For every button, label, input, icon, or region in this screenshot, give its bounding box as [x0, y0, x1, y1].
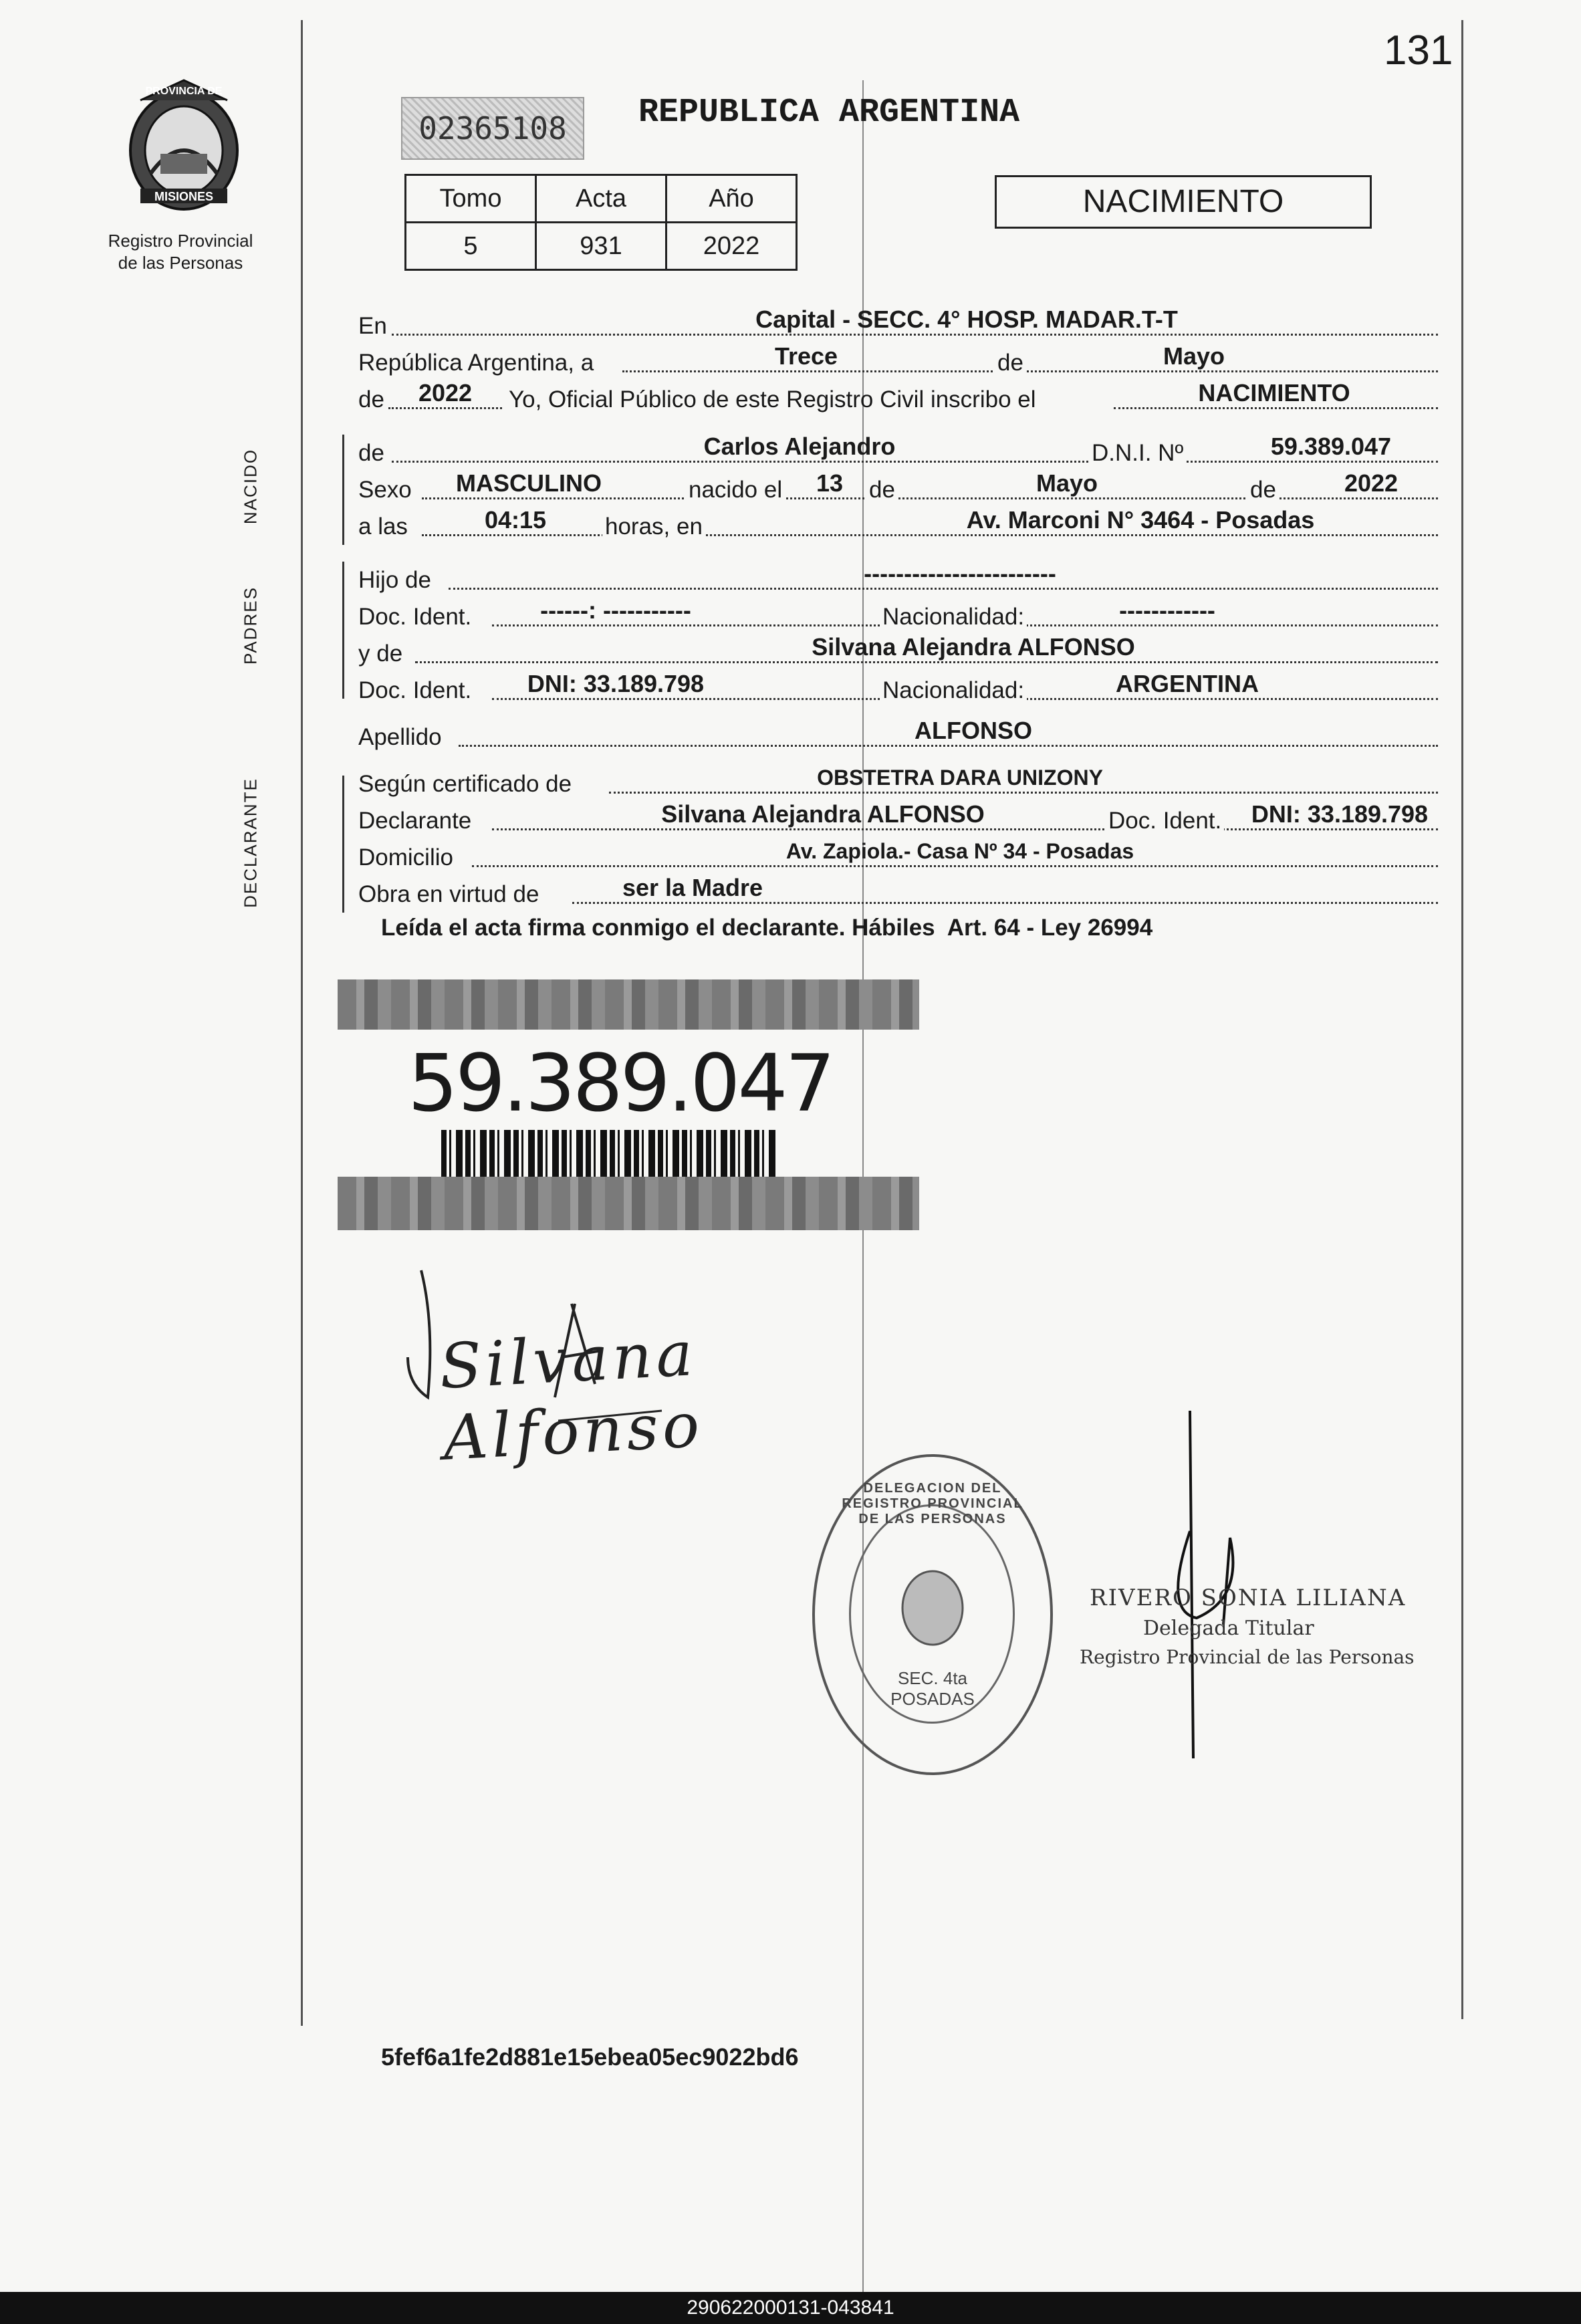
- declarante-doc-label: Doc. Ident.: [1106, 808, 1224, 834]
- sticker-top-band: [338, 979, 919, 1030]
- acta-header: Acta: [536, 175, 666, 223]
- de-label-2: de: [358, 386, 384, 413]
- act-value: NACIMIENTO: [1198, 379, 1350, 406]
- declarante-row-4: [358, 876, 1438, 911]
- padres-bracket: [342, 562, 344, 699]
- official-registry: Registro Provincial de las Personas: [1080, 1646, 1415, 1668]
- mother-nationality: ARGENTINA: [1116, 670, 1259, 697]
- serial-number: 02365108: [401, 97, 584, 160]
- day-text-value: Trece: [774, 342, 838, 370]
- cert-label: Según certificado de: [358, 771, 572, 797]
- province-logo: [114, 74, 254, 214]
- nacido-row-3: [358, 508, 1438, 543]
- page-number: 131: [1384, 27, 1453, 74]
- anio-value: 2022: [666, 223, 797, 270]
- mother-nat-label: Nacionalidad:: [880, 677, 1027, 704]
- signature-text: Silvana Alfonso: [437, 1317, 705, 1474]
- logo-caption-2: de las Personas: [118, 253, 243, 273]
- child-name: Carlos Alejandro: [703, 433, 896, 460]
- nacido-de-label-2: de: [866, 477, 898, 503]
- nacido-row-2: [358, 471, 1438, 506]
- father-nat-label: Nacionalidad:: [880, 604, 1027, 630]
- year-value: 2022: [418, 379, 473, 406]
- ra-label: República Argentina, a: [358, 350, 594, 376]
- mother-doc: DNI: 33.189.798: [527, 670, 705, 697]
- logo-caption-1: Registro Provincial: [108, 231, 253, 251]
- country-title: REPUBLICA ARGENTINA: [638, 94, 1020, 132]
- anio-header: Año: [666, 175, 797, 223]
- hijo-de-label: Hijo de: [358, 567, 431, 593]
- mother-doc-label: Doc. Ident.: [358, 677, 472, 703]
- child-dni: 59.389.047: [1270, 433, 1392, 460]
- father-name: ------------------------: [864, 560, 1056, 587]
- apellido-label: Apellido: [358, 724, 442, 750]
- father-doc-label: Doc. Ident.: [358, 604, 472, 630]
- declarante-row-2: [358, 802, 1438, 837]
- nacido-de-label: de: [358, 440, 384, 466]
- stamp-inner-text: SEC. 4ta POSADAS: [890, 1668, 975, 1709]
- stamp-ring-text: DELEGACION DEL REGISTRO PROVINCIAL DE LAS PERSONAS: [842, 1481, 1023, 1526]
- padres-row-2: [358, 598, 1438, 633]
- closing-statement: Leída el acta firma conmigo el declarante. Hábiles Art. 64 - Ley 26994: [381, 915, 1153, 941]
- intro-row-2: [358, 344, 1438, 379]
- stamp-crest-icon: [892, 1561, 973, 1655]
- birth-time: 04:15: [484, 506, 547, 534]
- inscribe-text: Yo, Oficial Público de este Registro Civil inscribo el: [509, 386, 1036, 413]
- padres-row-1: [358, 562, 1438, 596]
- declarant-signature: [394, 1257, 849, 1474]
- registry-value-row: [406, 223, 797, 270]
- nacido-section-label: NACIDO: [240, 448, 261, 525]
- mother-name: Silvana Alejandra ALFONSO: [812, 633, 1135, 661]
- apellido-row: [358, 719, 1438, 753]
- birth-year: 2022: [1344, 469, 1398, 497]
- sexo-label: Sexo: [358, 477, 412, 503]
- left-margin-line: [301, 20, 303, 2026]
- padres-row-4: [358, 672, 1438, 707]
- sticker-number: 59.389.047: [408, 1037, 833, 1129]
- sticker-barcode: [441, 1130, 775, 1177]
- declarante-name: Silvana Alejandra ALFONSO: [661, 800, 985, 828]
- nacido-bracket: [342, 435, 344, 545]
- father-doc: ------: -----------: [540, 596, 691, 624]
- declarante-row-3: [358, 839, 1438, 874]
- tomo-header: Tomo: [406, 175, 536, 223]
- document-hash: 5fef6a1fe2d881e15ebea05ec9022bd6: [381, 2043, 799, 2071]
- dni-sticker: [338, 979, 919, 1230]
- obra-value: ser la Madre: [622, 874, 763, 901]
- domicilio-label: Domicilio: [358, 844, 453, 870]
- nacido-de-label-3: de: [1247, 477, 1279, 503]
- acta-value: 931: [536, 223, 666, 270]
- declarante-label: Declarante: [358, 808, 472, 834]
- month-value: Mayo: [1163, 342, 1225, 370]
- domicilio-value: Av. Zapiola.- Casa Nº 34 - Posadas: [785, 839, 1134, 863]
- alas-label: a las: [358, 513, 408, 540]
- place-value: Capital - SECC. 4° HOSP. MADAR.T-T: [755, 306, 1178, 333]
- logo-arc-text: PROVINCIA DE: [145, 86, 223, 97]
- declarante-bracket: [342, 776, 344, 913]
- official-title: Delegada Titular: [1143, 1617, 1314, 1640]
- en-label: En: [358, 313, 387, 339]
- birth-day: 13: [816, 469, 844, 497]
- registry-table: [404, 174, 798, 271]
- horas-label: horas, en: [602, 513, 705, 540]
- birth-month: Mayo: [1036, 469, 1098, 497]
- declarante-section-label: DECLARANTE: [240, 778, 261, 908]
- footer-code: 290622000131-043841: [687, 2297, 894, 2319]
- declarante-doc: DNI: 33.189.798: [1251, 800, 1429, 828]
- dni-label: D.N.I. Nº: [1089, 440, 1186, 467]
- y-de-label: y de: [358, 641, 403, 667]
- cert-value: OBSTETRA DARA UNIZONY: [817, 766, 1103, 790]
- sticker-bottom-band: [338, 1177, 919, 1230]
- nacido-row-1: [358, 435, 1438, 469]
- act-type-box: NACIMIENTO: [995, 175, 1372, 229]
- padres-row-3: [358, 635, 1438, 670]
- logo-name: MISIONES: [154, 190, 213, 203]
- apellido-value: ALFONSO: [915, 717, 1032, 744]
- padres-section-label: PADRES: [240, 586, 261, 665]
- tomo-value: 5: [406, 223, 536, 270]
- intro-row-1: [358, 308, 1438, 342]
- sexo-value: MASCULINO: [456, 469, 602, 497]
- de-label-1: de: [995, 350, 1026, 376]
- intro-row-3: [358, 381, 1438, 416]
- father-nationality: ------------: [1119, 596, 1215, 624]
- obra-label: Obra en virtud de: [358, 881, 539, 907]
- official-name: RIVERO SONIA LILIANA: [1090, 1585, 1407, 1611]
- official-stamp: [812, 1454, 1053, 1775]
- right-margin-line: [1461, 20, 1463, 2019]
- birth-address: Av. Marconi N° 3464 - Posadas: [966, 506, 1315, 534]
- declarante-row-1: [358, 766, 1438, 800]
- nacido-el-label: nacido el: [686, 477, 785, 503]
- registry-header-row: [406, 175, 797, 223]
